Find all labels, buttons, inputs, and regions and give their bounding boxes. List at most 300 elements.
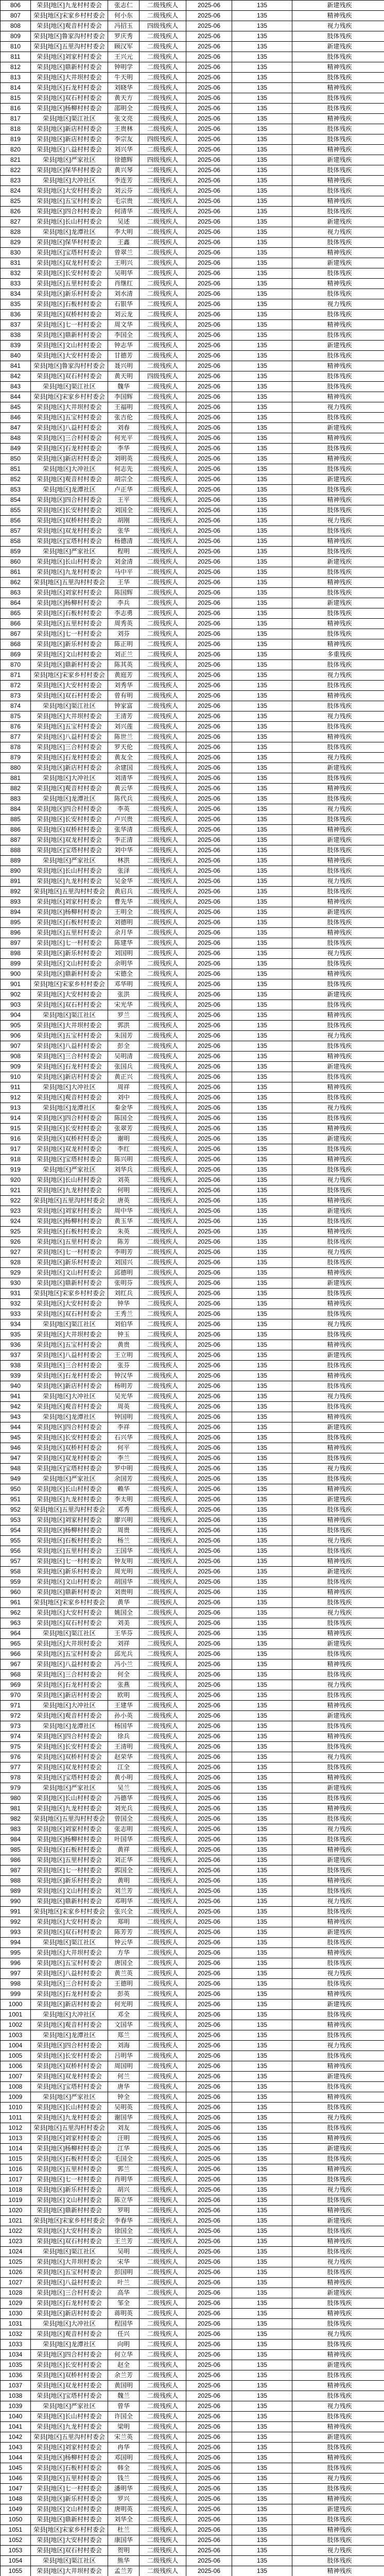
table-row [1,2309,384,2319]
table-row [1,815,384,825]
row-number-cell: 890 [1,866,31,876]
subsidy-type-cell: 精神残疾 [292,1773,384,1783]
amount-cell: 135 [232,1515,292,1526]
amount-cell: 135 [232,2226,292,2236]
month-cell: 2025-06 [186,413,232,423]
month-cell: 2025-06 [186,979,232,990]
category-type-cell: 四级残疾人 [139,21,186,31]
name-cell: 何平 [108,1443,139,1453]
row-number-cell: 1029 [1,2298,31,2309]
name-cell: 张明芬 [108,1278,139,1289]
table-row [1,2535,384,2546]
subsidy-type-cell: 肢体残疾 [292,722,384,732]
entity-cell: 荣县[地区]龙潭社区 [31,2030,108,2041]
subsidy-type-cell: 精神残疾 [292,2164,384,2175]
name-cell: 刘海 [108,2041,139,2051]
month-cell: 2025-06 [186,2453,232,2463]
category-type-cell: 二级残疾人 [139,62,186,73]
amount-cell: 135 [232,1422,292,1433]
table-row [1,1495,384,1505]
row-number-cell: 907 [1,1041,31,1052]
subsidy-type-cell: 肢体残疾 [292,794,384,804]
entity-cell: 荣县[地区]五宝村村委会 [31,1649,108,1659]
category-type-cell: 二级残疾人 [139,1021,186,1031]
amount-cell: 135 [232,2309,292,2319]
entity-cell: 荣县[地区]长安村村委会 [31,815,108,825]
table-row [1,310,384,320]
month-cell: 2025-06 [186,93,232,104]
entity-cell: 荣县[地区]鼎新村村委会 [31,969,108,979]
category-type-cell: 二级残疾人 [139,423,186,433]
month-cell: 2025-06 [186,1392,232,1402]
month-cell: 2025-06 [186,1886,232,1896]
row-number-cell: 979 [1,1783,31,1793]
month-cell: 2025-06 [186,1196,232,1206]
subsidy-type-cell: 肢体残疾 [292,1814,384,1824]
row-number-cell: 976 [1,1752,31,1762]
amount-cell: 135 [232,1392,292,1402]
subsidy-type-cell: 精神残疾 [292,176,384,186]
row-number-cell: 834 [1,289,31,299]
name-cell: 张华 [108,526,139,536]
subsidy-type-cell: 肢体残疾 [292,1093,384,1103]
name-cell: 李大明 [108,227,139,238]
subsidy-type-cell: 新建残疾 [292,1422,384,1433]
subsidy-type-cell: 肢体残疾 [292,1690,384,1701]
category-type-cell: 二级残疾人 [139,1381,186,1392]
entity-cell: 荣县[地区]宋家乡村村委会 [31,1907,108,1917]
row-number-cell: 1024 [1,2247,31,2257]
month-cell: 2025-06 [186,2082,232,2092]
name-cell: 吴述 [108,217,139,227]
category-type-cell: 二级残疾人 [139,2164,186,2175]
amount-cell: 135 [232,856,292,866]
month-cell: 2025-06 [186,2504,232,2515]
category-type-cell: 二级残疾人 [139,2072,186,2082]
entity-cell: 荣县[地区]渠江社区 [31,1629,108,1639]
amount-cell: 135 [232,1484,292,1495]
subsidy-type-cell: 视力残疾 [292,670,384,681]
entity-cell: 荣县[地区]杨柳村村委会 [31,1216,108,1227]
table-row [1,1052,384,1062]
category-type-cell: 二级残疾人 [139,2103,186,2113]
entity-cell: 荣县[地区]新乐村村委会 [31,639,108,650]
name-cell: 江全 [108,1762,139,1773]
category-type-cell: 二级残疾人 [139,990,186,1000]
amount-cell: 135 [232,928,292,938]
row-number-cell: 857 [1,526,31,536]
amount-cell: 135 [232,1505,292,1515]
name-cell: 邓明华 [108,1896,139,1907]
row-number-cell: 809 [1,31,31,42]
amount-cell: 135 [232,1072,292,1082]
category-type-cell: 二级残疾人 [139,1268,186,1278]
month-cell: 2025-06 [186,2288,232,2298]
row-number-cell: 906 [1,1031,31,1041]
subsidy-type-cell: 精神残疾 [292,196,384,207]
entity-cell: 荣县[地区]宝塔村村委会 [31,1464,108,1474]
row-number-cell: 840 [1,351,31,361]
month-cell: 2025-06 [186,1443,232,1453]
month-cell: 2025-06 [186,1165,232,1175]
subsidy-type-cell: 视力残疾 [292,227,384,238]
amount-cell: 135 [232,1742,292,1752]
category-type-cell: 二级残疾人 [139,1680,186,1690]
month-cell: 2025-06 [186,948,232,959]
row-number-cell: 899 [1,959,31,969]
entity-cell: 荣县[地区]大井坝村委会 [31,1330,108,1340]
table-row [1,176,384,186]
category-type-cell: 二级残疾人 [139,845,186,856]
name-cell: 刘德明 [108,918,139,928]
subsidy-type-cell: 新建残疾 [292,1134,384,1144]
month-cell: 2025-06 [186,1103,232,1113]
row-number-cell: 998 [1,1979,31,1989]
category-type-cell: 二级残疾人 [139,2515,186,2525]
row-number-cell: 867 [1,629,31,639]
entity-cell: 荣县[地区]五里沟村村委会 [31,1505,108,1515]
entity-cell: 荣县[地区]五里沟村村委会 [31,1196,108,1206]
entity-cell: 荣县[地区]长山村村委会 [31,1793,108,1804]
name-cell: 李春华 [108,2216,139,2226]
name-cell: 刘国明 [108,948,139,959]
category-type-cell: 二级残疾人 [139,2195,186,2206]
name-cell: 刘国兴 [108,1258,139,1268]
name-cell: 肖继红 [108,279,139,289]
name-cell: 李明芳 [108,1247,139,1258]
month-cell: 2025-06 [186,742,232,753]
amount-cell: 135 [232,588,292,598]
month-cell: 2025-06 [186,1804,232,1814]
name-cell: 冯德华 [108,1793,139,1804]
amount-cell: 135 [232,83,292,93]
name-cell: 冯小兰 [108,1659,139,1670]
amount-cell: 135 [232,2546,292,2556]
month-cell: 2025-06 [186,516,232,526]
month-cell: 2025-06 [186,1917,232,1927]
subsidy-type-cell: 精神残疾 [292,1412,384,1422]
name-cell: 曾翠兰 [108,248,139,258]
name-cell: 邹全 [108,2298,139,2309]
month-cell: 2025-06 [186,990,232,1000]
entity-cell: 荣县[地区]双龙村村委会 [31,1453,108,1464]
row-number-cell: 878 [1,742,31,753]
month-cell: 2025-06 [186,2010,232,2020]
table-row [1,2566,384,2576]
name-cell: 刘中 [108,1093,139,1103]
name-cell: 王福明 [108,402,139,413]
row-number-cell: 1054 [1,2556,31,2566]
table-row [1,2103,384,2113]
table-row [1,2082,384,2092]
row-number-cell: 835 [1,299,31,310]
subsidy-type-cell: 新建残疾 [292,835,384,845]
table-row [1,2504,384,2515]
category-type-cell: 二级残疾人 [139,1278,186,1289]
entity-cell: 荣县[地区]石板村村委会 [31,1845,108,1855]
month-cell: 2025-06 [186,11,232,21]
row-number-cell: 854 [1,495,31,505]
row-number-cell: 1025 [1,2257,31,2267]
subsidy-type-cell: 肢体残疾 [292,1289,384,1299]
subsidy-type-cell: 精神残疾 [292,1268,384,1278]
name-cell: 吴明英 [108,2103,139,2113]
amount-cell: 135 [232,2072,292,2082]
table-row [1,21,384,31]
amount-cell: 135 [232,2319,292,2329]
entity-cell: 荣县[地区]杨柳村村委会 [31,907,108,918]
category-type-cell: 二级残疾人 [139,2463,186,2473]
subsidy-type-cell: 精神残疾 [292,1371,384,1381]
amount-cell: 135 [232,145,292,155]
table-row [1,567,384,578]
row-number-cell: 967 [1,1659,31,1670]
month-cell: 2025-06 [186,2401,232,2412]
row-number-cell: 846 [1,413,31,423]
amount-cell: 135 [232,1319,292,1330]
amount-cell: 135 [232,866,292,876]
table-row [1,2236,384,2247]
subsidy-type-cell: 精神残疾 [292,1556,384,1567]
table-row [1,2473,384,2484]
row-number-cell: 1039 [1,2401,31,2412]
month-cell: 2025-06 [186,1216,232,1227]
category-type-cell: 二级残疾人 [139,2370,186,2381]
row-number-cell: 933 [1,1309,31,1319]
name-cell: 王清明 [108,1742,139,1752]
amount-cell: 135 [232,650,292,660]
row-number-cell: 984 [1,1835,31,1845]
entity-cell: 荣县[地区]大冲社区 [31,176,108,186]
category-type-cell: 二级残疾人 [139,948,186,959]
row-number-cell: 898 [1,948,31,959]
table-row [1,2484,384,2494]
row-number-cell: 858 [1,536,31,547]
amount-cell: 135 [232,1711,292,1721]
row-number-cell: 1018 [1,2185,31,2195]
table-row [1,598,384,608]
subsidy-type-cell: 肢体残疾 [292,1000,384,1010]
row-number-cell: 1008 [1,2082,31,2092]
category-type-cell: 二级残疾人 [139,588,186,598]
category-type-cell: 二级残疾人 [139,2422,186,2432]
category-type-cell: 二级残疾人 [139,856,186,866]
table-row [1,299,384,310]
name-cell: 聂兴明 [108,361,139,371]
category-type-cell: 二级残疾人 [139,1629,186,1639]
table-row [1,670,384,681]
month-cell: 2025-06 [186,1793,232,1804]
month-cell: 2025-06 [186,196,232,207]
amount-cell: 135 [232,526,292,536]
entity-cell: 荣县[地区]宝塔村村委会 [31,845,108,856]
name-cell: 吴明 [108,2247,139,2257]
subsidy-type-cell: 肢体残疾 [292,887,384,897]
month-cell: 2025-06 [186,1969,232,1979]
amount-cell: 135 [232,1010,292,1021]
name-cell: 王贵林 [108,124,139,134]
entity-cell: 荣县[地区]刘家村村委会 [31,1824,108,1835]
name-cell: 钟家富 [108,701,139,711]
amount-cell: 135 [232,1680,292,1690]
row-number-cell: 958 [1,1567,31,1577]
amount-cell: 135 [232,2473,292,2484]
category-type-cell: 二级残疾人 [139,279,186,289]
month-cell: 2025-06 [186,2484,232,2494]
amount-cell: 135 [232,1999,292,2010]
table-row [1,1453,384,1464]
amount-cell: 135 [232,413,292,423]
name-cell: 叶国华 [108,1835,139,1845]
subsidy-type-cell: 精神残疾 [292,2133,384,2144]
name-cell: 余明华 [108,959,139,969]
category-type-cell: 二级残疾人 [139,866,186,876]
entity-cell: 荣县[地区]四合村村委会 [31,804,108,815]
name-cell: 杜兰 [108,2525,139,2535]
entity-cell: 荣县[地区]双桥村村委会 [31,2061,108,2072]
name-cell: 宋华 [108,2257,139,2267]
category-type-cell: 二级残疾人 [139,1845,186,1855]
table-row [1,2010,384,2020]
amount-cell: 135 [232,784,292,794]
table-row [1,629,384,639]
row-number-cell: 830 [1,248,31,258]
row-number-cell: 813 [1,73,31,83]
name-cell: 潘明华 [108,2484,139,2494]
entity-cell: 荣县[地区]大井坝村委会 [31,73,108,83]
category-type-cell: 二级残疾人 [139,2350,186,2360]
category-type-cell: 二级残疾人 [139,2010,186,2020]
month-cell: 2025-06 [186,2473,232,2484]
month-cell: 2025-06 [186,670,232,681]
amount-cell: 135 [232,2525,292,2535]
row-number-cell: 977 [1,1762,31,1773]
table-row [1,1021,384,1031]
name-cell: 何兰 [108,2072,139,2082]
table-row [1,681,384,691]
subsidy-type-cell: 肢体残疾 [292,2484,384,2494]
month-cell: 2025-06 [186,2319,232,2329]
row-number-cell: 904 [1,1010,31,1021]
subsidy-type-cell: 肢体残疾 [292,608,384,619]
name-cell: 梁明 [108,2422,139,2432]
name-cell: 刘春 [108,423,139,433]
month-cell: 2025-06 [186,2463,232,2473]
entity-cell: 荣县[地区]宋家乡村村委会 [31,2216,108,2226]
amount-cell: 135 [232,2041,292,2051]
row-number-cell: 940 [1,1381,31,1392]
subsidy-type-cell: 肢体残疾 [292,1505,384,1515]
table-row [1,1629,384,1639]
subsidy-type-cell: 精神残疾 [292,279,384,289]
name-cell: 吴明清 [108,1052,139,1062]
amount-cell: 135 [232,1762,292,1773]
subsidy-type-cell: 肢体残疾 [292,382,384,392]
name-cell: 黄启兵 [108,887,139,897]
entity-cell: 荣县[地区]宝塔村村委会 [31,248,108,258]
name-cell: 刘明英 [108,454,139,464]
month-cell: 2025-06 [186,2556,232,2566]
name-cell: 汪明 [108,2133,139,2144]
subsidy-type-cell: 精神残疾 [292,2278,384,2288]
name-cell: 宋兰英 [108,2432,139,2443]
entity-cell: 荣县[地区]龙潭社区 [31,227,108,238]
subsidy-type-cell: 肢体残疾 [292,31,384,42]
category-type-cell: 二级残疾人 [139,1814,186,1824]
month-cell: 2025-06 [186,1742,232,1752]
month-cell: 2025-06 [186,526,232,536]
amount-cell: 135 [232,1258,292,1268]
name-cell: 陈建华 [108,938,139,948]
entity-cell: 荣县[地区]宝塔村村委会 [31,1773,108,1783]
subsidy-type-cell: 肢体残疾 [292,1185,384,1196]
month-cell: 2025-06 [186,578,232,588]
entity-cell: 荣县[地区]三合村村委会 [31,1052,108,1062]
row-number-cell: 972 [1,1711,31,1721]
amount-cell: 135 [232,423,292,433]
category-type-cell: 二级残疾人 [139,2051,186,2061]
entity-cell: 荣县[地区]渠江社区 [31,114,108,124]
subsidy-type-cell: 精神残疾 [292,2309,384,2319]
month-cell: 2025-06 [186,2092,232,2103]
subsidy-type-cell: 视力残疾 [292,1319,384,1330]
row-number-cell: 869 [1,650,31,660]
table-row [1,1804,384,1814]
name-cell: 黄正兴 [108,1072,139,1082]
subsidy-type-cell: 肢体残疾 [292,1072,384,1082]
category-type-cell: 二级残疾人 [139,547,186,557]
table-row [1,1031,384,1041]
table-row [1,1927,384,1938]
entity-cell: 荣县[地区]新店村村委会 [31,1690,108,1701]
month-cell: 2025-06 [186,2144,232,2154]
amount-cell: 135 [232,392,292,402]
month-cell: 2025-06 [186,73,232,83]
month-cell: 2025-06 [186,2195,232,2206]
subsidy-type-cell: 精神残疾 [292,1052,384,1062]
table-row [1,134,384,145]
row-number-cell: 988 [1,1876,31,1886]
subsidy-type-cell: 肢体残疾 [292,1165,384,1175]
month-cell: 2025-06 [186,310,232,320]
row-number-cell: 983 [1,1824,31,1835]
subsidy-type-cell: 肢体残疾 [292,1886,384,1896]
name-cell: 周光明 [108,1567,139,1577]
entity-cell: 荣县[地区]五里村村委会 [31,1237,108,1247]
entity-cell: 荣县[地区]双石村村委会 [31,1000,108,1010]
table-row [1,578,384,588]
amount-cell: 135 [232,268,292,279]
entity-cell: 荣县[地区]大井坝村委会 [31,2566,108,2576]
category-type-cell: 二级残疾人 [139,2484,186,2494]
table-row [1,1773,384,1783]
table-row [1,1886,384,1896]
name-cell: 张国兵 [108,1062,139,1072]
entity-cell: 荣县[地区]石龙村村委会 [31,1062,108,1072]
amount-cell: 135 [232,2381,292,2391]
row-number-cell: 833 [1,279,31,289]
subsidy-type-cell: 精神残疾 [292,454,384,464]
table-row [1,516,384,526]
table-row [1,238,384,248]
name-cell: 李太明 [108,1495,139,1505]
name-cell: 周秀英 [108,619,139,629]
entity-cell: 荣县[地区]五里沟村村委会 [31,578,108,588]
month-cell: 2025-06 [186,2123,232,2133]
row-number-cell: 919 [1,1165,31,1175]
subsidy-type-cell: 精神残疾 [292,2020,384,2030]
row-number-cell: 951 [1,1495,31,1505]
